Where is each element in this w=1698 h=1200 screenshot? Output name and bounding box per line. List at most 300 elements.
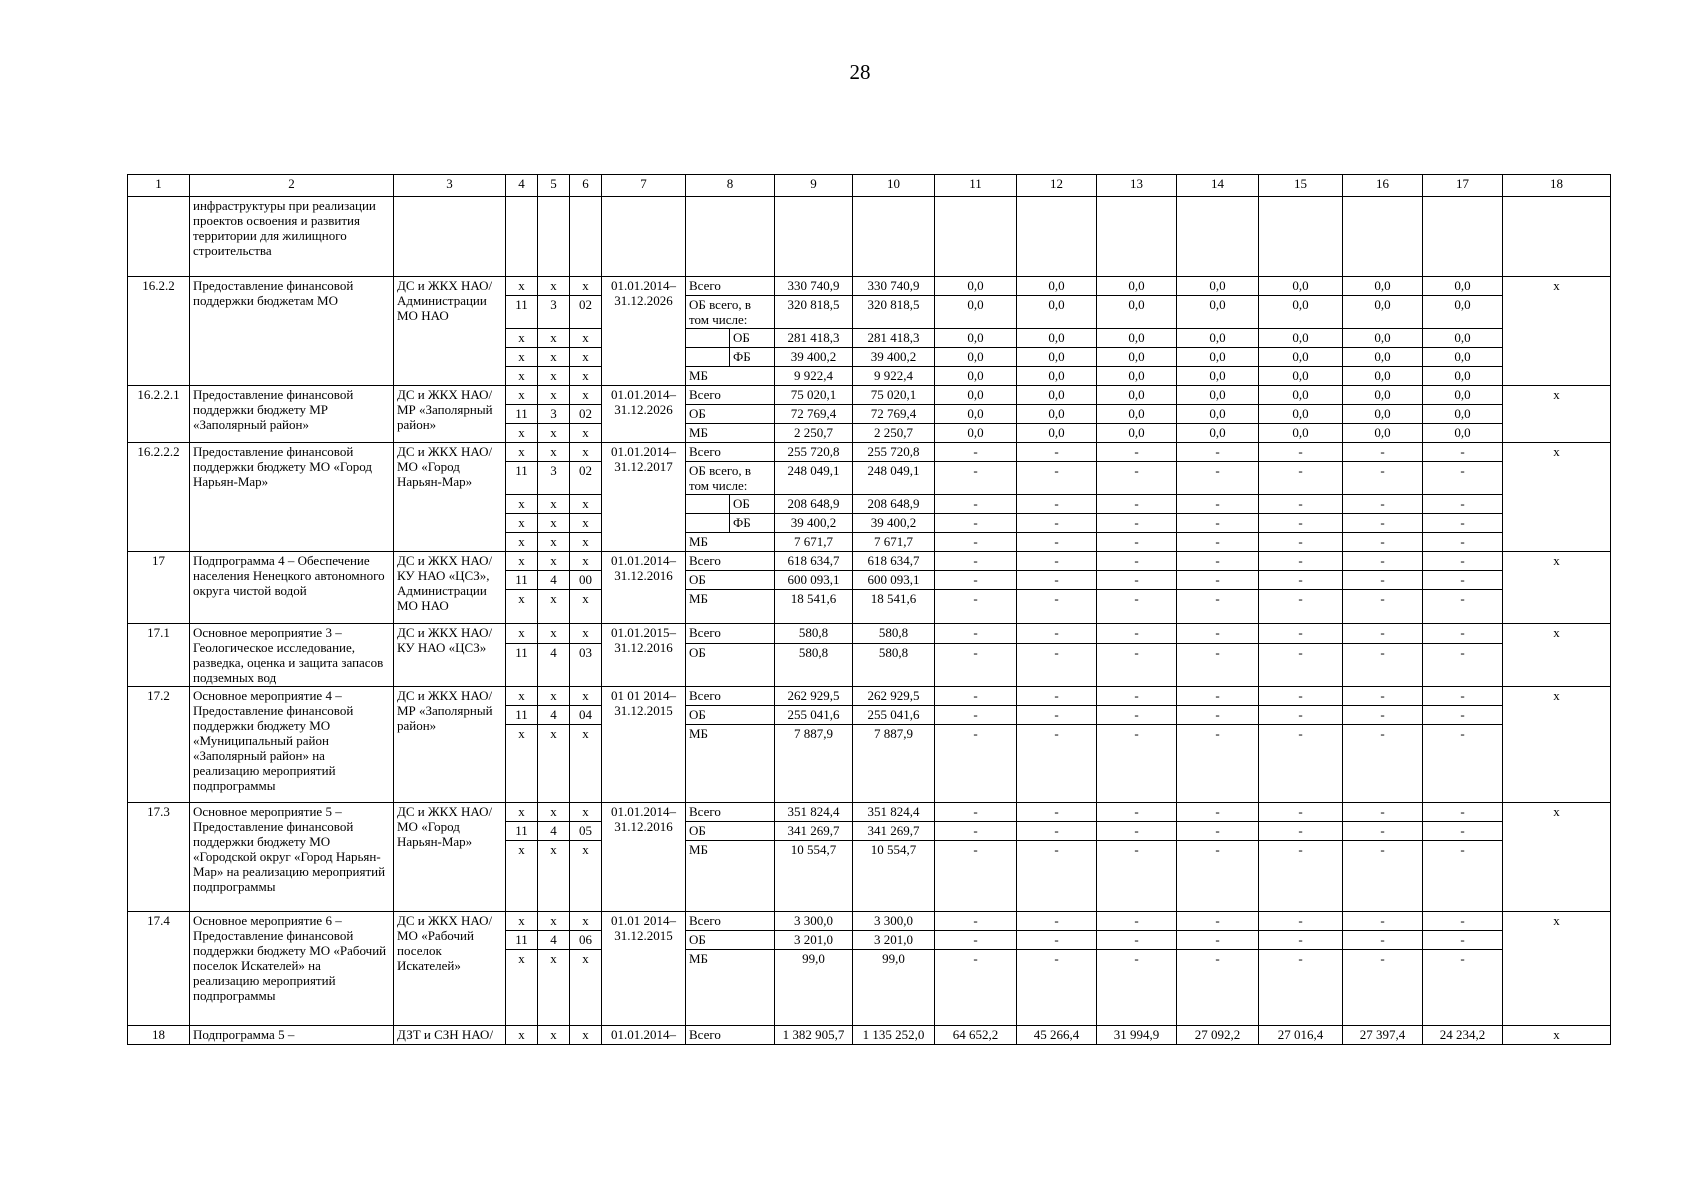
source-label: ОБ bbox=[686, 931, 775, 950]
column-header: 16 bbox=[1343, 175, 1423, 197]
amount-cell: - bbox=[935, 912, 1017, 931]
amount-cell: - bbox=[1177, 514, 1259, 533]
amount-cell: - bbox=[935, 514, 1017, 533]
code-cell: x bbox=[538, 277, 570, 296]
amount-cell: - bbox=[1343, 706, 1423, 725]
amount-cell: 64 652,2 bbox=[935, 1026, 1017, 1045]
amount-cell: 0,0 bbox=[1177, 329, 1259, 348]
empty-cell bbox=[1503, 197, 1611, 277]
amount-cell: - bbox=[1097, 552, 1177, 571]
code-cell: 11 bbox=[506, 405, 538, 424]
amount-cell: - bbox=[1177, 643, 1259, 686]
amount-cell: - bbox=[1423, 462, 1503, 495]
measure-name: Подпрограмма 4 – Обеспечение населения Ненецкого автономного округа чистой водой bbox=[190, 552, 394, 624]
amount-cell: - bbox=[1097, 571, 1177, 590]
empty-cell bbox=[935, 197, 1017, 277]
source-label: МБ bbox=[686, 950, 775, 1026]
source-label: Всего bbox=[686, 443, 775, 462]
amount-cell: - bbox=[1343, 443, 1423, 462]
column-header: 2 bbox=[190, 175, 394, 197]
amount-cell: 262 929,5 bbox=[853, 687, 935, 706]
table-row bbox=[128, 912, 1611, 931]
amount-cell: 99,0 bbox=[775, 950, 853, 1026]
amount-cell: 0,0 bbox=[1097, 348, 1177, 367]
code-cell: 02 bbox=[570, 296, 602, 329]
code-cell: x bbox=[538, 367, 570, 386]
amount-cell: 0,0 bbox=[1423, 348, 1503, 367]
table-row bbox=[128, 552, 1611, 571]
amount-cell: - bbox=[1343, 590, 1423, 624]
amount-cell: - bbox=[1343, 725, 1423, 803]
table-row bbox=[128, 624, 1611, 644]
amount-cell: - bbox=[935, 571, 1017, 590]
column-header: 3 bbox=[394, 175, 506, 197]
amount-cell: - bbox=[1423, 571, 1503, 590]
amount-cell: - bbox=[1017, 462, 1097, 495]
amount-cell: - bbox=[1259, 841, 1343, 912]
source-label: Всего bbox=[686, 624, 775, 644]
amount-cell: - bbox=[1177, 590, 1259, 624]
amount-cell: 0,0 bbox=[1097, 405, 1177, 424]
source-label: МБ bbox=[686, 725, 775, 803]
code-cell: 11 bbox=[506, 822, 538, 841]
column-header: 18 bbox=[1503, 175, 1611, 197]
amount-cell: - bbox=[1097, 822, 1177, 841]
code-cell: 11 bbox=[506, 643, 538, 686]
amount-cell: 0,0 bbox=[935, 405, 1017, 424]
amount-cell: - bbox=[1177, 912, 1259, 931]
code-cell: x bbox=[570, 329, 602, 348]
amount-cell: 39 400,2 bbox=[853, 514, 935, 533]
amount-cell: - bbox=[1017, 533, 1097, 552]
amount-cell: 255 041,6 bbox=[853, 706, 935, 725]
amount-cell: 0,0 bbox=[1177, 386, 1259, 405]
amount-cell: - bbox=[935, 643, 1017, 686]
column-header: 11 bbox=[935, 175, 1017, 197]
amount-cell: 0,0 bbox=[1343, 348, 1423, 367]
amount-cell: - bbox=[1177, 624, 1259, 644]
amount-cell: - bbox=[1177, 803, 1259, 822]
amount-cell: 45 266,4 bbox=[1017, 1026, 1097, 1045]
amount-cell: - bbox=[1259, 571, 1343, 590]
amount-cell: 0,0 bbox=[1343, 277, 1423, 296]
amount-cell: - bbox=[1017, 495, 1097, 514]
amount-cell: 330 740,9 bbox=[853, 277, 935, 296]
amount-cell: - bbox=[1423, 495, 1503, 514]
executor: ДС и ЖКХ НАО/ МР «Заполярный район» bbox=[394, 687, 506, 803]
amount-cell: - bbox=[1017, 552, 1097, 571]
amount-cell: 0,0 bbox=[1097, 329, 1177, 348]
amount-cell: - bbox=[1423, 803, 1503, 822]
amount-cell: 0,0 bbox=[1097, 367, 1177, 386]
empty-cell bbox=[128, 197, 190, 277]
amount-cell: - bbox=[1097, 912, 1177, 931]
empty-cell bbox=[1097, 197, 1177, 277]
code-cell: x bbox=[506, 443, 538, 462]
row-number: 16.2.2.1 bbox=[128, 386, 190, 443]
amount-cell: - bbox=[1017, 803, 1097, 822]
amount-cell: 0,0 bbox=[1097, 424, 1177, 443]
code-cell: x bbox=[506, 1026, 538, 1045]
amount-cell: - bbox=[1259, 931, 1343, 950]
empty-cell bbox=[570, 197, 602, 277]
amount-cell: 320 818,5 bbox=[853, 296, 935, 329]
amount-cell: - bbox=[1259, 687, 1343, 706]
code-cell: 03 bbox=[570, 643, 602, 686]
amount-cell: - bbox=[1259, 495, 1343, 514]
code-cell: x bbox=[570, 950, 602, 1026]
amount-cell: - bbox=[935, 533, 1017, 552]
amount-cell: 24 234,2 bbox=[1423, 1026, 1503, 1045]
amount-cell: - bbox=[1017, 912, 1097, 931]
code-cell: x bbox=[570, 552, 602, 571]
amount-cell: - bbox=[1017, 931, 1097, 950]
code-cell: x bbox=[570, 386, 602, 405]
code-cell: x bbox=[570, 348, 602, 367]
amount-cell: - bbox=[1177, 931, 1259, 950]
amount-cell: - bbox=[1343, 462, 1423, 495]
amount-cell: 248 049,1 bbox=[775, 462, 853, 495]
executor: ДЗТ и СЗН НАО/ bbox=[394, 1026, 506, 1045]
amount-cell: 0,0 bbox=[1017, 329, 1097, 348]
amount-cell: - bbox=[1423, 590, 1503, 624]
amount-cell: 3 300,0 bbox=[775, 912, 853, 931]
amount-cell: - bbox=[1097, 950, 1177, 1026]
amount-cell: - bbox=[1343, 912, 1423, 931]
code-cell: x bbox=[506, 495, 538, 514]
amount-cell: - bbox=[1343, 552, 1423, 571]
source-label: ФБ bbox=[730, 514, 775, 533]
period: 01.01.2014– bbox=[602, 1026, 686, 1045]
amount-cell: 262 929,5 bbox=[775, 687, 853, 706]
executor: ДС и ЖКХ НАО/ Администрации МО НАО bbox=[394, 277, 506, 386]
code-cell: x bbox=[538, 624, 570, 644]
amount-cell: 208 648,9 bbox=[853, 495, 935, 514]
code-cell: x bbox=[538, 841, 570, 912]
code-cell: x bbox=[506, 590, 538, 624]
table-row bbox=[128, 443, 1611, 462]
amount-cell: 618 634,7 bbox=[775, 552, 853, 571]
code-cell: x bbox=[570, 533, 602, 552]
amount-cell: - bbox=[1177, 706, 1259, 725]
amount-cell: 18 541,6 bbox=[775, 590, 853, 624]
column-header: 14 bbox=[1177, 175, 1259, 197]
period: 01.01.2014– 31.12.2026 bbox=[602, 386, 686, 443]
amount-cell: - bbox=[1343, 514, 1423, 533]
indent-cell bbox=[686, 514, 730, 533]
column-header: 13 bbox=[1097, 175, 1177, 197]
code-cell: x bbox=[570, 424, 602, 443]
amount-cell: 580,8 bbox=[775, 643, 853, 686]
amount-cell: - bbox=[1177, 950, 1259, 1026]
amount-cell: 0,0 bbox=[1017, 405, 1097, 424]
period: 01.01.2014– 31.12.2016 bbox=[602, 803, 686, 912]
code-cell: x bbox=[570, 624, 602, 644]
amount-cell: 0,0 bbox=[935, 296, 1017, 329]
amount-cell: 330 740,9 bbox=[775, 277, 853, 296]
amount-cell: 0,0 bbox=[1259, 405, 1343, 424]
amount-cell: 72 769,4 bbox=[853, 405, 935, 424]
code-cell: x bbox=[506, 624, 538, 644]
code-cell: 02 bbox=[570, 462, 602, 495]
amount-cell: - bbox=[1097, 931, 1177, 950]
amount-cell: - bbox=[1177, 725, 1259, 803]
code-cell: x bbox=[506, 841, 538, 912]
result-cell: x bbox=[1503, 687, 1611, 803]
column-header: 1 bbox=[128, 175, 190, 197]
result-cell: x bbox=[1503, 277, 1611, 386]
code-cell: x bbox=[538, 386, 570, 405]
code-cell: x bbox=[538, 443, 570, 462]
row-number: 17.4 bbox=[128, 912, 190, 1026]
amount-cell: 0,0 bbox=[1259, 296, 1343, 329]
amount-cell: 0,0 bbox=[1017, 296, 1097, 329]
column-header: 17 bbox=[1423, 175, 1503, 197]
amount-cell: 9 922,4 bbox=[853, 367, 935, 386]
header-row bbox=[128, 175, 1611, 197]
amount-cell: - bbox=[1177, 443, 1259, 462]
amount-cell: 248 049,1 bbox=[853, 462, 935, 495]
executor: ДС и ЖКХ НАО/ КУ НАО «ЦСЗ» bbox=[394, 624, 506, 687]
amount-cell: - bbox=[1259, 462, 1343, 495]
amount-cell: 39 400,2 bbox=[775, 514, 853, 533]
code-cell: x bbox=[570, 367, 602, 386]
empty-cell bbox=[853, 197, 935, 277]
code-cell: 06 bbox=[570, 931, 602, 950]
source-label: МБ bbox=[686, 533, 775, 552]
amount-cell: 0,0 bbox=[1423, 386, 1503, 405]
row-number: 17 bbox=[128, 552, 190, 624]
source-label: Всего bbox=[686, 1026, 775, 1045]
amount-cell: - bbox=[935, 725, 1017, 803]
executor: ДС и ЖКХ НАО/ МО «Рабочий поселок Искателей» bbox=[394, 912, 506, 1026]
amount-cell: - bbox=[1097, 514, 1177, 533]
amount-cell: - bbox=[1097, 841, 1177, 912]
amount-cell: - bbox=[1343, 624, 1423, 644]
amount-cell: 0,0 bbox=[1423, 277, 1503, 296]
code-cell: x bbox=[506, 277, 538, 296]
amount-cell: 10 554,7 bbox=[853, 841, 935, 912]
budget-table bbox=[127, 174, 1611, 1045]
result-cell: x bbox=[1503, 552, 1611, 624]
amount-cell: - bbox=[1017, 443, 1097, 462]
measure-name: Предоставление финансовой поддержки бюджету МР «Заполярный район» bbox=[190, 386, 394, 443]
amount-cell: 0,0 bbox=[1343, 386, 1423, 405]
source-label: ОБ bbox=[686, 822, 775, 841]
amount-cell: - bbox=[1423, 624, 1503, 644]
amount-cell: - bbox=[935, 803, 1017, 822]
source-label: ОБ bbox=[686, 643, 775, 686]
code-cell: x bbox=[506, 803, 538, 822]
amount-cell: 0,0 bbox=[1017, 424, 1097, 443]
result-cell: x bbox=[1503, 803, 1611, 912]
amount-cell: 281 418,3 bbox=[853, 329, 935, 348]
code-cell: 00 bbox=[570, 571, 602, 590]
source-label: Всего bbox=[686, 912, 775, 931]
amount-cell: - bbox=[1259, 822, 1343, 841]
amount-cell: 0,0 bbox=[1343, 367, 1423, 386]
continued-name: инфраструктуры при реализации проектов освоения и развития территории для жилищного строительства bbox=[190, 197, 394, 277]
amount-cell: 0,0 bbox=[1017, 367, 1097, 386]
amount-cell: 2 250,7 bbox=[853, 424, 935, 443]
amount-cell: 1 382 905,7 bbox=[775, 1026, 853, 1045]
amount-cell: - bbox=[935, 590, 1017, 624]
source-label: Всего bbox=[686, 277, 775, 296]
table-row bbox=[128, 803, 1611, 822]
amount-cell: 0,0 bbox=[1177, 277, 1259, 296]
code-cell: 4 bbox=[538, 931, 570, 950]
amount-cell: 0,0 bbox=[1177, 348, 1259, 367]
amount-cell: - bbox=[1423, 706, 1503, 725]
amount-cell: - bbox=[1259, 533, 1343, 552]
code-cell: 4 bbox=[538, 643, 570, 686]
amount-cell: - bbox=[1017, 706, 1097, 725]
amount-cell: 0,0 bbox=[1343, 424, 1423, 443]
amount-cell: 580,8 bbox=[775, 624, 853, 644]
column-header: 6 bbox=[570, 175, 602, 197]
amount-cell: 0,0 bbox=[1423, 296, 1503, 329]
amount-cell: 341 269,7 bbox=[775, 822, 853, 841]
amount-cell: - bbox=[1097, 706, 1177, 725]
empty-cell bbox=[686, 197, 775, 277]
amount-cell: - bbox=[1097, 643, 1177, 686]
amount-cell: - bbox=[1423, 950, 1503, 1026]
source-label: ОБ bbox=[686, 405, 775, 424]
table-row bbox=[128, 386, 1611, 405]
amount-cell: 618 634,7 bbox=[853, 552, 935, 571]
amount-cell: - bbox=[1177, 841, 1259, 912]
amount-cell: - bbox=[1177, 462, 1259, 495]
period: 01.01 2014– 31.12.2015 bbox=[602, 912, 686, 1026]
table-row bbox=[128, 277, 1611, 296]
amount-cell: - bbox=[1259, 803, 1343, 822]
amount-cell: - bbox=[1259, 725, 1343, 803]
amount-cell: 255 041,6 bbox=[775, 706, 853, 725]
amount-cell: - bbox=[1177, 822, 1259, 841]
amount-cell: 0,0 bbox=[935, 424, 1017, 443]
amount-cell: - bbox=[1177, 533, 1259, 552]
amount-cell: 320 818,5 bbox=[775, 296, 853, 329]
code-cell: x bbox=[538, 590, 570, 624]
code-cell: x bbox=[506, 329, 538, 348]
measure-name: Основное мероприятие 6 – Предоставление финансовой поддержки бюджету МО «Рабочий поселок Искателей» на реализацию мероприятий подпрограммы bbox=[190, 912, 394, 1026]
code-cell: 11 bbox=[506, 931, 538, 950]
column-header: 4 bbox=[506, 175, 538, 197]
code-cell: 3 bbox=[538, 296, 570, 329]
row-number: 17.1 bbox=[128, 624, 190, 687]
amount-cell: - bbox=[935, 552, 1017, 571]
code-cell: x bbox=[570, 912, 602, 931]
code-cell: x bbox=[570, 514, 602, 533]
amount-cell: 3 201,0 bbox=[775, 931, 853, 950]
amount-cell: - bbox=[1177, 687, 1259, 706]
empty-cell bbox=[602, 197, 686, 277]
column-header: 9 bbox=[775, 175, 853, 197]
amount-cell: - bbox=[1423, 533, 1503, 552]
amount-cell: 0,0 bbox=[1097, 296, 1177, 329]
executor: ДС и ЖКХ НАО/ МО «Город Нарьян-Мар» bbox=[394, 803, 506, 912]
amount-cell: 75 020,1 bbox=[853, 386, 935, 405]
code-cell: 11 bbox=[506, 571, 538, 590]
amount-cell: - bbox=[1343, 803, 1423, 822]
code-cell: x bbox=[570, 443, 602, 462]
source-label: ОБ bbox=[730, 329, 775, 348]
executor: ДС и ЖКХ НАО/ МО «Город Нарьян-Мар» bbox=[394, 443, 506, 552]
amount-cell: - bbox=[1017, 950, 1097, 1026]
result-cell: x bbox=[1503, 624, 1611, 687]
code-cell: x bbox=[538, 1026, 570, 1045]
code-cell: x bbox=[538, 348, 570, 367]
code-cell: x bbox=[538, 912, 570, 931]
code-cell: x bbox=[538, 424, 570, 443]
source-label: Всего bbox=[686, 386, 775, 405]
row-number: 16.2.2.2 bbox=[128, 443, 190, 552]
amount-cell: - bbox=[1259, 514, 1343, 533]
code-cell: 4 bbox=[538, 822, 570, 841]
amount-cell: 72 769,4 bbox=[775, 405, 853, 424]
amount-cell: - bbox=[1177, 552, 1259, 571]
amount-cell: - bbox=[1343, 950, 1423, 1026]
amount-cell: 9 922,4 bbox=[775, 367, 853, 386]
amount-cell: 281 418,3 bbox=[775, 329, 853, 348]
row-number: 16.2.2 bbox=[128, 277, 190, 386]
amount-cell: - bbox=[1017, 643, 1097, 686]
source-label: ФБ bbox=[730, 348, 775, 367]
amount-cell: - bbox=[1259, 950, 1343, 1026]
amount-cell: 0,0 bbox=[1423, 329, 1503, 348]
amount-cell: - bbox=[1097, 443, 1177, 462]
source-label: ОБ всего, в том числе: bbox=[686, 296, 775, 329]
amount-cell: 75 020,1 bbox=[775, 386, 853, 405]
source-label: МБ bbox=[686, 424, 775, 443]
period: 01.01.2014– 31.12.2026 bbox=[602, 277, 686, 386]
amount-cell: - bbox=[1343, 931, 1423, 950]
source-label: ОБ bbox=[686, 706, 775, 725]
amount-cell: 0,0 bbox=[1259, 424, 1343, 443]
code-cell: x bbox=[506, 950, 538, 1026]
amount-cell: 27 092,2 bbox=[1177, 1026, 1259, 1045]
amount-cell: 600 093,1 bbox=[775, 571, 853, 590]
amount-cell: - bbox=[1017, 687, 1097, 706]
source-label: ОБ bbox=[730, 495, 775, 514]
amount-cell: 0,0 bbox=[1017, 386, 1097, 405]
amount-cell: - bbox=[1097, 687, 1177, 706]
amount-cell: 0,0 bbox=[1017, 348, 1097, 367]
code-cell: x bbox=[570, 841, 602, 912]
amount-cell: - bbox=[1423, 931, 1503, 950]
amount-cell: - bbox=[1259, 624, 1343, 644]
amount-cell: 255 720,8 bbox=[775, 443, 853, 462]
page-number: 28 bbox=[849, 60, 871, 84]
code-cell: x bbox=[570, 687, 602, 706]
column-header: 5 bbox=[538, 175, 570, 197]
code-cell: x bbox=[506, 348, 538, 367]
code-cell: x bbox=[538, 687, 570, 706]
result-cell: x bbox=[1503, 386, 1611, 443]
amount-cell: 0,0 bbox=[1259, 367, 1343, 386]
code-cell: x bbox=[570, 1026, 602, 1045]
amount-cell: 0,0 bbox=[1177, 405, 1259, 424]
amount-cell: 0,0 bbox=[1177, 424, 1259, 443]
empty-cell bbox=[1423, 197, 1503, 277]
indent-cell bbox=[686, 329, 730, 348]
row-number: 17.2 bbox=[128, 687, 190, 803]
code-cell: x bbox=[570, 277, 602, 296]
amount-cell: 0,0 bbox=[1259, 386, 1343, 405]
amount-cell: - bbox=[1017, 725, 1097, 803]
amount-cell: - bbox=[935, 931, 1017, 950]
empty-cell bbox=[1259, 197, 1343, 277]
